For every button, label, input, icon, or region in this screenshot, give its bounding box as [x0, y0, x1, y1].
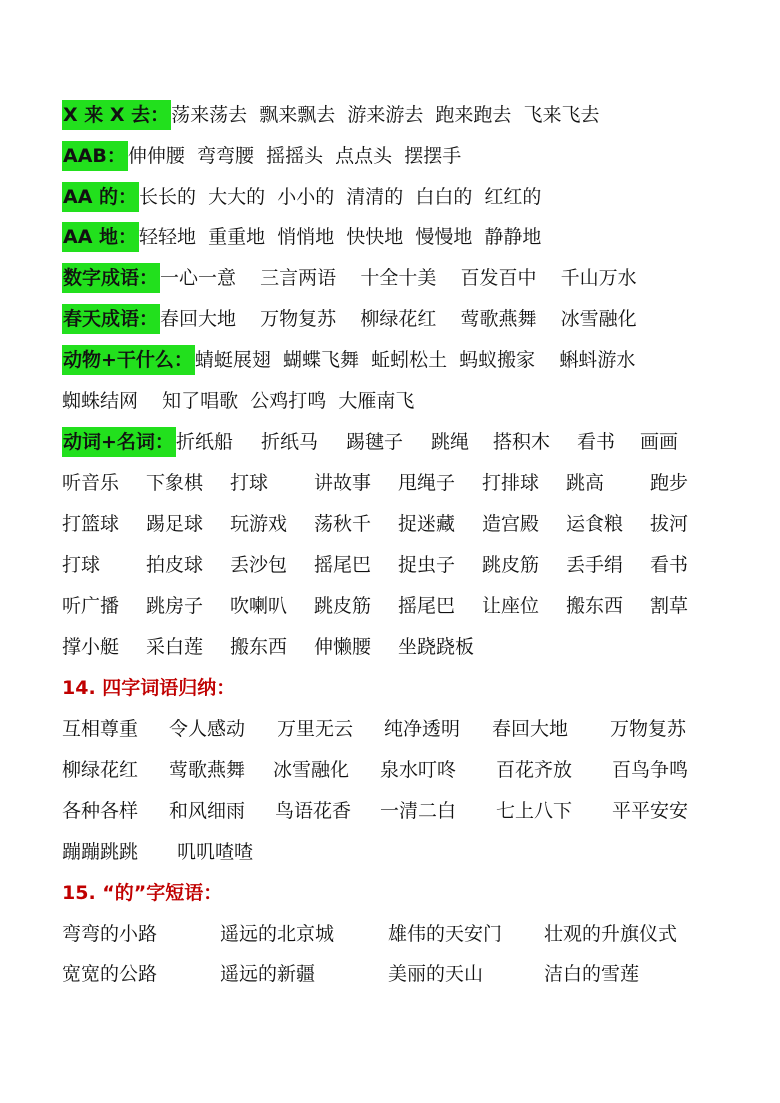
category-line	[62, 99, 599, 131]
word: 踢足球	[146, 513, 204, 535]
phrase-row	[62, 918, 762, 950]
word: 打排球	[482, 472, 540, 494]
category-label: AA 地：	[62, 222, 139, 252]
phrase-row	[62, 958, 762, 990]
word-row	[62, 508, 762, 540]
word: 跳绳	[431, 431, 470, 453]
idiom: 叽叽喳喳	[177, 841, 254, 863]
category-line	[62, 262, 637, 294]
phrase: 洁白的雪莲	[544, 963, 640, 985]
idiom-row	[62, 754, 762, 786]
idiom: 冰雪融化	[273, 759, 350, 781]
word: 玩游戏	[230, 513, 288, 535]
word: 跳皮筋	[314, 595, 372, 617]
word: 打篮球	[62, 513, 120, 535]
idiom: 七上八下	[496, 800, 573, 822]
word: 让座位	[482, 595, 540, 617]
word-row	[62, 549, 762, 581]
idiom: 百花齐放	[496, 759, 573, 781]
verb-noun-first-row	[62, 426, 762, 458]
section-14-title: 14. 四字词语归纳：	[62, 677, 236, 699]
word: 折纸马	[261, 431, 319, 453]
word: 丢沙包	[230, 554, 288, 576]
idiom: 万物复苏	[610, 718, 687, 740]
word: 搬东西	[230, 636, 288, 658]
word: 拍皮球	[146, 554, 204, 576]
phrase: 弯弯的小路	[62, 923, 158, 945]
idiom-row	[62, 836, 762, 868]
category-label: 动词+名词：	[62, 427, 176, 457]
category-text: 蜻蜓展翅 蝴蝶飞舞 蚯蚓松土 蚂蚁搬家 蝌蚪游水	[194, 349, 636, 371]
idiom: 泉水叮咚	[380, 759, 457, 781]
category-line	[62, 303, 637, 335]
category-text: 伸伸腰 弯弯腰 摇摇头 点点头 摆摆手	[127, 145, 462, 167]
idiom: 百鸟争鸣	[612, 759, 689, 781]
idiom: 莺歌燕舞	[169, 759, 246, 781]
category-line	[62, 344, 635, 376]
word: 跑步	[650, 472, 689, 494]
category-label: AA 的：	[62, 182, 139, 212]
idiom: 互相尊重	[62, 718, 139, 740]
word: 跳高	[566, 472, 605, 494]
idiom: 鸟语花香	[275, 800, 352, 822]
word: 荡秋千	[314, 513, 372, 535]
idiom: 平平安安	[612, 800, 689, 822]
animal-line-2: 蜘蛛结网 知了唱歌 公鸡打鸣 大雁南飞	[62, 390, 415, 412]
phrase: 遥远的新疆	[220, 963, 316, 985]
word: 看书	[650, 554, 689, 576]
word: 摇尾巴	[314, 554, 372, 576]
word-row	[62, 590, 762, 622]
phrase: 壮观的升旗仪式	[544, 923, 678, 945]
word: 拔河	[650, 513, 689, 535]
word: 丢手绢	[566, 554, 624, 576]
word: 甩绳子	[398, 472, 456, 494]
word: 采白莲	[146, 636, 204, 658]
idiom-row	[62, 713, 762, 745]
word: 撑小艇	[62, 636, 120, 658]
word: 摇尾巴	[398, 595, 456, 617]
idiom: 柳绿花红	[62, 759, 139, 781]
category-line	[62, 181, 541, 213]
word: 伸懒腰	[314, 636, 372, 658]
category-line	[62, 221, 541, 253]
category-label: AAB：	[62, 141, 128, 171]
idiom: 春回大地	[492, 718, 569, 740]
word: 讲故事	[314, 472, 372, 494]
phrase: 美丽的天山	[388, 963, 484, 985]
idiom: 令人感动	[169, 718, 246, 740]
phrase: 遥远的北京城	[220, 923, 335, 945]
word: 造宫殿	[482, 513, 540, 535]
category-label: 春天成语：	[62, 304, 160, 334]
category-text: 轻轻地 重重地 悄悄地 快快地 慢慢地 静静地	[139, 226, 542, 248]
word: 看书	[577, 431, 616, 453]
word: 搬东西	[566, 595, 624, 617]
phrase: 宽宽的公路	[62, 963, 158, 985]
category-text: 春回大地 万物复苏 柳绿花红 莺歌燕舞 冰雪融化	[160, 308, 637, 330]
idiom: 和风细雨	[169, 800, 246, 822]
idiom: 蹦蹦跳跳	[62, 841, 139, 863]
word: 捉虫子	[398, 554, 456, 576]
word-row	[62, 467, 762, 499]
word: 跳皮筋	[482, 554, 540, 576]
word: 运食粮	[566, 513, 624, 535]
word-row	[62, 631, 762, 663]
word: 坐跷跷板	[398, 636, 475, 658]
category-line	[62, 140, 461, 172]
category-text: 一心一意 三言两语 十全十美 百发百中 千山万水	[160, 267, 637, 289]
animal-continuation	[62, 385, 414, 417]
category-text: 长长的 大大的 小小的 清清的 白白的 红红的	[139, 186, 542, 208]
section-15-title: 15. “的”字短语：	[62, 882, 223, 904]
idiom: 一清二白	[380, 800, 457, 822]
category-label: X 来 X 去：	[62, 100, 171, 130]
word: 跳房子	[146, 595, 204, 617]
word: 割草	[650, 595, 689, 617]
word: 捉迷藏	[398, 513, 456, 535]
category-label: 动物+干什么：	[62, 345, 195, 375]
category-text: 荡来荡去 飘来飘去 游来游去 跑来跑去 飞来飞去	[171, 104, 600, 126]
phrase: 雄伟的天安门	[388, 923, 503, 945]
word: 折纸船	[176, 431, 234, 453]
word: 听音乐	[62, 472, 120, 494]
word: 打球	[230, 472, 269, 494]
word: 下象棋	[146, 472, 204, 494]
word: 搭积木	[493, 431, 551, 453]
word: 打球	[62, 554, 101, 576]
idiom: 万里无云	[277, 718, 354, 740]
word: 画画	[640, 431, 679, 453]
word: 踢毽子	[346, 431, 404, 453]
word: 吹喇叭	[230, 595, 288, 617]
idiom: 纯净透明	[384, 718, 461, 740]
idiom: 各种各样	[62, 800, 139, 822]
category-label: 数字成语：	[62, 263, 160, 293]
word: 听广播	[62, 595, 120, 617]
idiom-row	[62, 795, 762, 827]
